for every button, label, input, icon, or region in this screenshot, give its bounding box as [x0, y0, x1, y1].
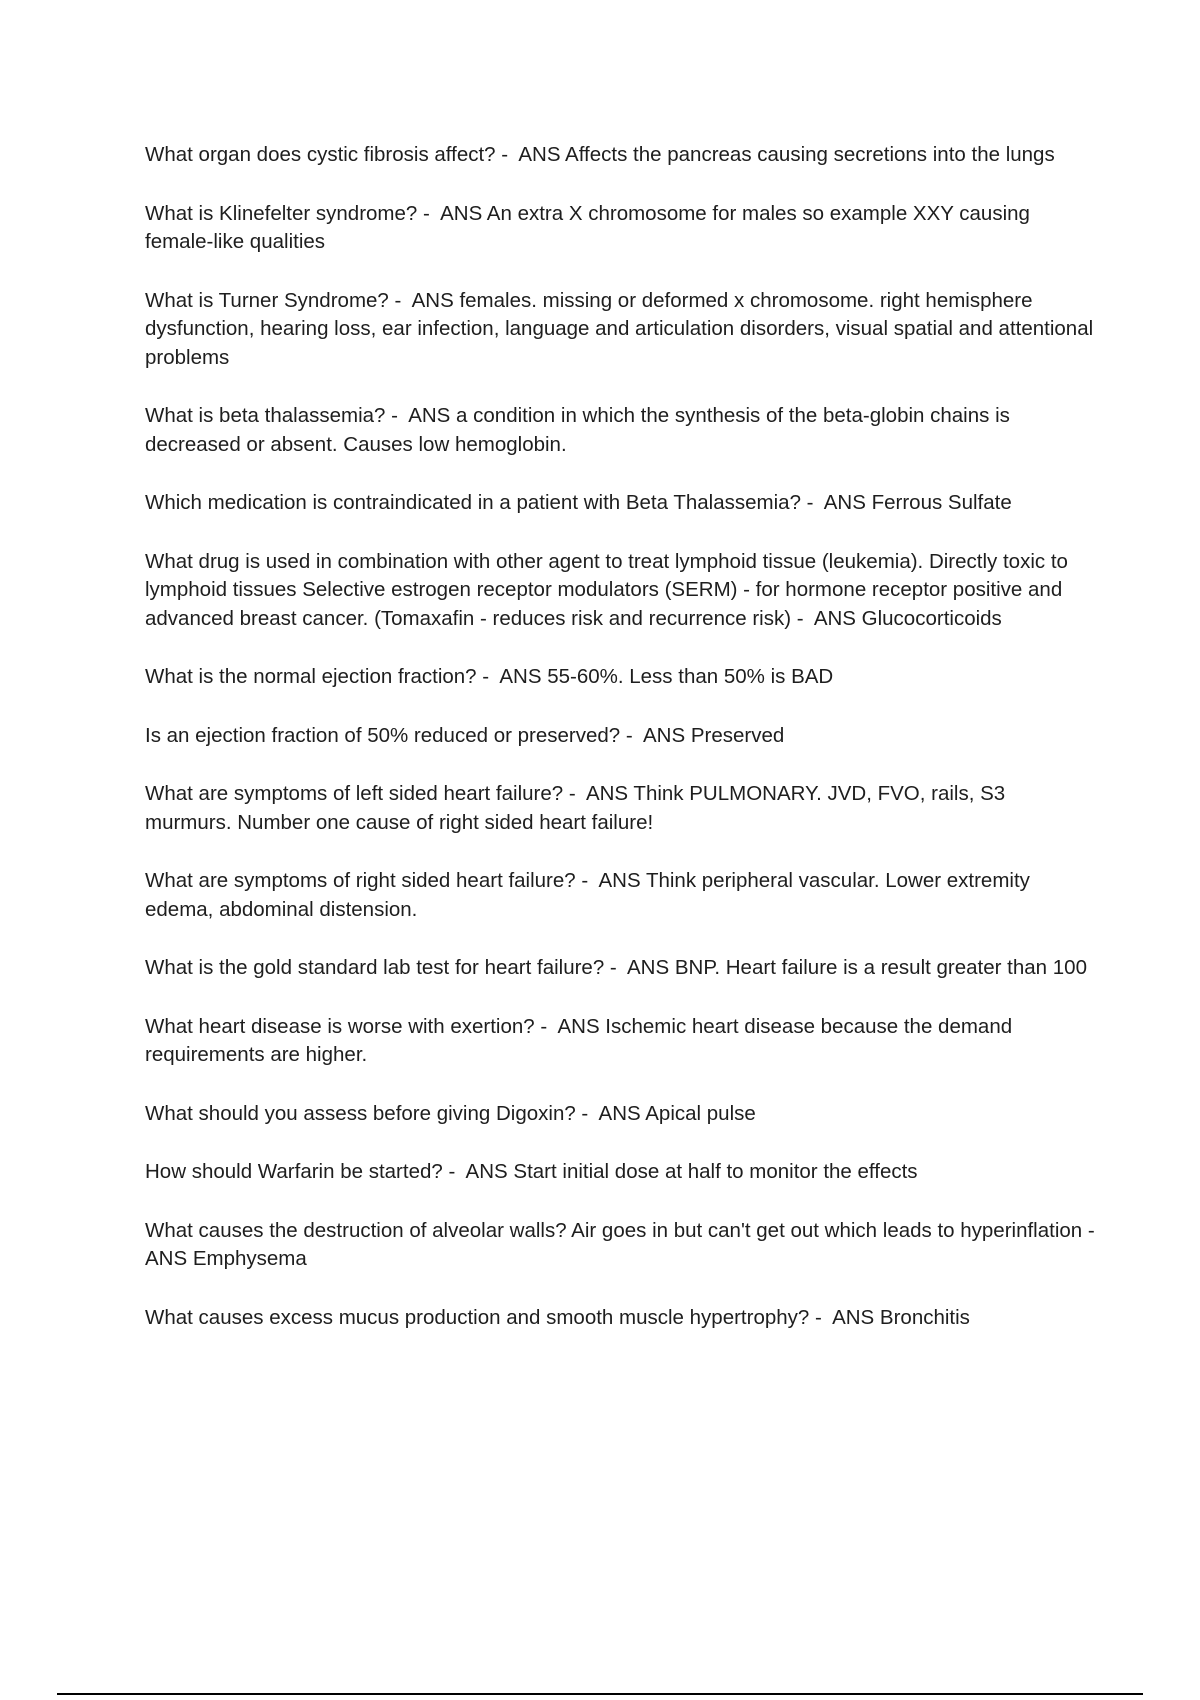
qa-item: Which medication is contraindicated in a patient with Beta Thalassemia? - ANS Ferrous Sulfate	[145, 491, 1012, 514]
qa-item: What is Turner Syndrome? - ANS females. missing or deformed x chromosome. right hemisphere dysfunction, hearing loss, ear infection, language and articulation disorders, visual spatial and attentional problems	[145, 288, 1099, 369]
qa-list	[145, 141, 1105, 1362]
qa-item: What should you assess before giving Digoxin? - ANS Apical pulse	[145, 1101, 756, 1125]
qa-item: How should Warfarin be started? - ANS Start initial dose at half to monitor the effects	[145, 1160, 918, 1183]
qa-item: What is the gold standard lab test for heart failure? - ANS BNP. Heart failure is a result greater than 100	[145, 956, 1087, 979]
qa-item: What are symptoms of left sided heart failure? - ANS Think PULMONARY. JVD, FVO, rails, S3 murmurs. Number one cause of right sided heart failure!	[145, 782, 1011, 834]
qa-item: What is the normal ejection fraction? - ANS 55-60%. Less than 50% is BAD	[145, 665, 834, 688]
qa-item: What heart disease is worse with exertion? - ANS Ischemic heart disease because the demand requirements are higher.	[145, 1014, 1018, 1066]
qa-item: What causes excess mucus production and smooth muscle hypertrophy? - ANS Bronchitis	[145, 1305, 970, 1329]
page-bottom-divider	[57, 1693, 1143, 1695]
qa-item: What is beta thalassemia? - ANS a condition in which the synthesis of the beta-globin chains is decreased or absent. Causes low hemoglobin.	[145, 404, 1016, 456]
qa-item: Is an ejection fraction of 50% reduced or preserved? - ANS Preserved	[145, 723, 785, 747]
qa-item: What is Klinefelter syndrome? - ANS An extra X chromosome for males so example XXY causing female-like qualities	[145, 201, 1036, 253]
qa-item: What organ does cystic fibrosis affect? - ANS Affects the pancreas causing secretions into the lungs	[145, 143, 1055, 166]
qa-item: What causes the destruction of alveolar walls? Air goes in but can't get out which leads to hyperinflation - ANS Emphysema	[145, 1218, 1105, 1270]
qa-item: What drug is used in combination with other agent to treat lymphoid tissue (leukemia). Directly toxic to lymphoid tissues Selective estrogen receptor modulators (SERM) - for hormone receptor positive and advanced breast cancer. (Tomaxafin - reduces risk and recurrence risk) - ANS Glucocorticoids	[145, 549, 1074, 630]
qa-item: What are symptoms of right sided heart failure? - ANS Think peripheral vascular. Lower extremity edema, abdominal distension.	[145, 869, 1036, 921]
